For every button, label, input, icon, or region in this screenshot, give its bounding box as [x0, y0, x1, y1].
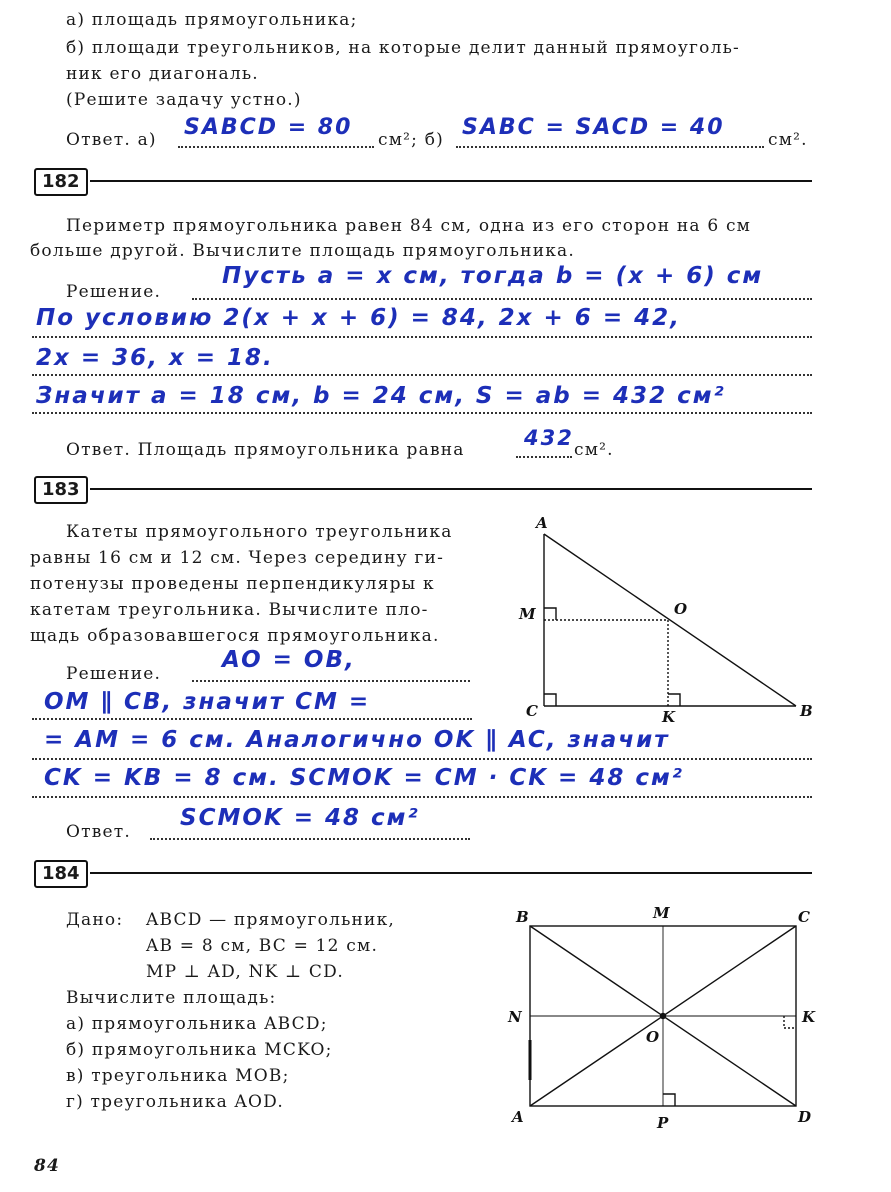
task-b: б) прямоугольника MCKO;: [66, 1040, 333, 1060]
solution-182-hw-3: 2x = 36, x = 18.: [36, 345, 274, 371]
solution-182-hw-4: Значит a = 18 см, b = 24 см, S = ab = 432 см²: [36, 383, 726, 409]
compute-label: Вычислите площадь:: [66, 988, 277, 1008]
item-a-text: а) площадь прямоугольника;: [66, 10, 358, 30]
solution-183-hw-3: = AM = 6 см. Аналогично OK ∥ AC, значит: [44, 727, 670, 753]
answer-label-183: Ответ.: [66, 822, 131, 842]
problem-182-text-2: больше другой. Вычислите площадь прямоугольника.: [30, 241, 575, 261]
answer-hw-b: SABC = SACD = 40: [462, 115, 725, 140]
problem-183-text-5: щадь образовавшегося прямоугольника.: [30, 626, 440, 646]
problem-number-184: 184: [34, 860, 88, 888]
solution-label-183: Решение.: [66, 664, 162, 684]
label-a: A: [536, 514, 548, 532]
label-p: P: [657, 1114, 669, 1132]
problem-183-text-4: катетам треугольника. Вычислите пло-: [30, 600, 429, 620]
problem-number-182: 182: [34, 168, 88, 196]
item-b-text-1: б) площади треугольников, на которые делит данный прямоуголь-: [66, 38, 741, 58]
label-m: M: [653, 904, 670, 922]
label-c: C: [526, 702, 538, 720]
label-k: K: [802, 1008, 816, 1026]
problem-183-text-2: равны 16 см и 12 см. Через середину ги-: [30, 548, 445, 568]
problem-number-183: 183: [34, 476, 88, 504]
label-k: K: [662, 708, 676, 726]
answer-unit-a: см²; б): [378, 130, 444, 150]
answer-hw-182: 432: [524, 426, 574, 450]
label-b: B: [800, 702, 813, 720]
label-a: A: [512, 1108, 524, 1126]
task-d: г) треугольника AOD.: [66, 1092, 284, 1112]
answer-unit-b: см².: [768, 130, 808, 150]
given-label: Дано:: [66, 910, 124, 930]
task-c: в) треугольника MOB;: [66, 1066, 290, 1086]
given-line-1: ABCD — прямоугольник,: [146, 910, 396, 930]
answer-text-182: Ответ. Площадь прямоугольника равна: [66, 440, 465, 460]
problem-183-text-3: потенузы проведены перпендикуляры к: [30, 574, 435, 594]
solution-182-hw-2: По условию 2(x + x + 6) = 84, 2x + 6 = 42,: [36, 305, 681, 331]
label-o: O: [674, 600, 688, 618]
right-angle-k: [784, 1016, 796, 1028]
item-b-text-2: ник его диагональ.: [66, 64, 259, 84]
answer-hw-183: SCMOK = 48 см²: [180, 805, 420, 831]
page-number: 84: [34, 1156, 61, 1176]
center-point-o: [660, 1013, 666, 1019]
answer-hw-a: SABCD = 80: [184, 115, 353, 140]
solution-183-hw-4: CK = KB = 8 см. SCMOK = CM · CK = 48 см²: [44, 765, 684, 791]
task-a: а) прямоугольника ABCD;: [66, 1014, 328, 1034]
answer-unit-182: см².: [574, 440, 614, 460]
given-line-3: MP ⊥ AD, NK ⊥ CD.: [146, 962, 344, 982]
problem-182-text-1: Периметр прямоугольника равен 84 см, одна из его сторон на 6 см: [66, 216, 752, 236]
solution-label-182: Решение.: [66, 282, 162, 302]
solution-182-hw-1: Пусть a = x см, тогда b = (x + 6) см: [222, 263, 764, 289]
solution-183-hw-2: OM ∥ CB, значит CM =: [44, 689, 371, 715]
solution-183-hw-1: AO = OB,: [222, 647, 356, 673]
label-b: B: [516, 908, 529, 926]
label-n: N: [508, 1008, 522, 1026]
oral-note: (Решите задачу устно.): [66, 90, 302, 110]
given-line-2: AB = 8 см, BC = 12 см.: [146, 936, 379, 956]
label-d: D: [798, 1108, 812, 1126]
label-c: C: [798, 908, 810, 926]
problem-183-text-1: Катеты прямоугольного треугольника: [66, 522, 453, 542]
right-angle-p: [663, 1094, 675, 1106]
label-m: M: [519, 605, 536, 623]
answer-label-181: Ответ. а): [66, 130, 157, 150]
label-o: O: [646, 1028, 660, 1046]
